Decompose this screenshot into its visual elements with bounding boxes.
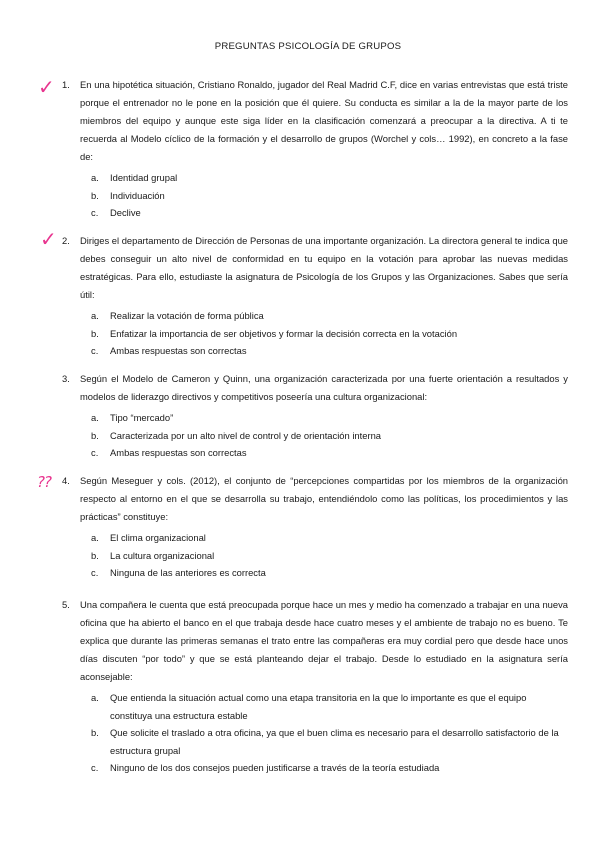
option-letter: c.: [91, 207, 99, 218]
option-text: Ambas respuestas son correctas: [110, 345, 247, 356]
question-text: Diriges el departamento de Dirección de Personas de una importante organización. La directora general te indica que debes conseguir un alto nivel de conformidad en tu equipo en la votación para aprobar las nuevas medidas estratégicas. Para ello, estudiaste la asignatura de Psicología de los Grupos y las Organizaciones. Sabes que sería útil:: [80, 235, 568, 300]
option-a: [91, 529, 568, 547]
option-text: Que entienda la situación actual como una etapa transitoria en la que lo importante es que el equipo constituya una estructura estable: [110, 692, 527, 721]
question-text: Según Meseguer y cols. (2012), el conjunto de “percepciones compartidas por los miembros de la organización respecto al entorno en el que se desarrolla su trabajo, entendiéndolo como las políticas, los procedimientos y las prácticas” constituye:: [80, 475, 568, 522]
option-letter: b.: [91, 189, 99, 201]
options-list: [91, 307, 568, 360]
option-c: [91, 564, 568, 582]
option-text: Realizar la votación de forma pública: [110, 310, 264, 321]
option-text: Ninguno de los dos consejos pueden justificarse a través de la teoría estudiada: [110, 762, 440, 773]
option-b: [91, 427, 568, 445]
option-text: Identidad grupal: [110, 172, 178, 183]
option-letter: a.: [91, 532, 99, 543]
option-letter: a.: [91, 692, 99, 703]
option-text: Tipo “mercado”: [110, 412, 174, 423]
option-text: Caracterizada por un alto nivel de control y de orientación interna: [110, 429, 381, 441]
option-text: Declive: [110, 207, 141, 218]
question-5: [63, 596, 568, 777]
option-c: [91, 444, 568, 462]
question-number: 1.: [62, 79, 70, 90]
options-list: [91, 169, 568, 222]
option-letter: a.: [91, 412, 99, 423]
option-b: [91, 547, 568, 565]
option-a: [91, 169, 568, 187]
option-b: [91, 724, 568, 759]
question-4: [63, 472, 568, 582]
option-letter: a.: [91, 310, 99, 321]
option-text: Individuación: [110, 189, 165, 201]
option-letter: c.: [91, 345, 99, 356]
options-list: [91, 529, 568, 582]
option-text: Enfatizar la importancia de ser objetivos y formar la decisión correcta en la votación: [110, 327, 458, 339]
check-mark-icon: ✓: [40, 227, 57, 251]
question-marks-annotation: ??: [37, 473, 51, 491]
option-a: [91, 689, 568, 724]
option-c: [91, 759, 568, 777]
option-letter: b.: [91, 727, 99, 738]
option-letter: b.: [91, 549, 99, 561]
option-a: [91, 409, 568, 427]
question-3: [63, 370, 568, 462]
options-list: [91, 689, 568, 777]
question-number: 2.: [62, 235, 70, 246]
options-list: [91, 409, 568, 462]
option-text: Ambas respuestas son correctas: [110, 447, 247, 458]
option-letter: c.: [91, 567, 99, 578]
question-text: Una compañera le cuenta que está preocupada porque hace un mes y medio ha comenzado a trabajar en una nueva oficina que ha abierto el banco en el que trabaja desde hace cuatro meses y el ambiente de trabajo no es bueno. Te explica que durante las primeras semanas el trato entre las compañeras era muy cordial pero que desde hace unos días discuten “por todo” y que se está planteando dejar el trabajo. Desde lo estudiado en la asignatura sería aconsejable:: [80, 599, 568, 682]
option-a: [91, 307, 568, 325]
option-letter: c.: [91, 447, 99, 458]
question-number: 4.: [62, 475, 70, 486]
page-title: PREGUNTAS PSICOLOGÍA DE GRUPOS: [214, 41, 402, 52]
question-number: 3.: [62, 373, 70, 384]
option-c: [91, 342, 568, 360]
question-text: Según el Modelo de Cameron y Quinn, una organización caracterizada por una fuerte orientación a resultados y modelos de liderazgo directivos y competitivos poseería una cultura organizacional:: [80, 373, 568, 402]
check-mark-icon: ✓: [38, 75, 55, 99]
option-b: [91, 325, 568, 343]
question-1: [63, 76, 568, 222]
option-c: [91, 204, 568, 222]
option-text: Que solicite el traslado a otra oficina, ya que el buen clima es necesario para el desarrollo satisfactorio de la estructura grupal: [110, 727, 559, 756]
question-number: 5.: [62, 599, 70, 610]
option-text: La cultura organizacional: [110, 549, 215, 561]
option-b: [91, 187, 568, 205]
question-2: [63, 232, 568, 360]
option-text: El clima organizacional: [110, 532, 206, 543]
option-letter: b.: [91, 327, 99, 339]
option-letter: b.: [91, 429, 99, 441]
question-text: En una hipotética situación, Cristiano Ronaldo, jugador del Real Madrid C.F, dice en varias entrevistas que está triste porque el entrenador no le pone en la posición que él quiere. Su conducta es similar a la de la mayor parte de los miembros del equipo y aunque este siga líder en la clasificación comenzará a preocupar a la directiva. A ti te recuerda al Modelo cíclico de la formación y el desarrollo de grupos (Worchel y cols… 1992), en concreto a la fase de:: [80, 79, 568, 162]
option-letter: a.: [91, 172, 99, 183]
option-text: Ninguna de las anteriores es correcta: [110, 567, 266, 578]
option-letter: c.: [91, 762, 99, 773]
